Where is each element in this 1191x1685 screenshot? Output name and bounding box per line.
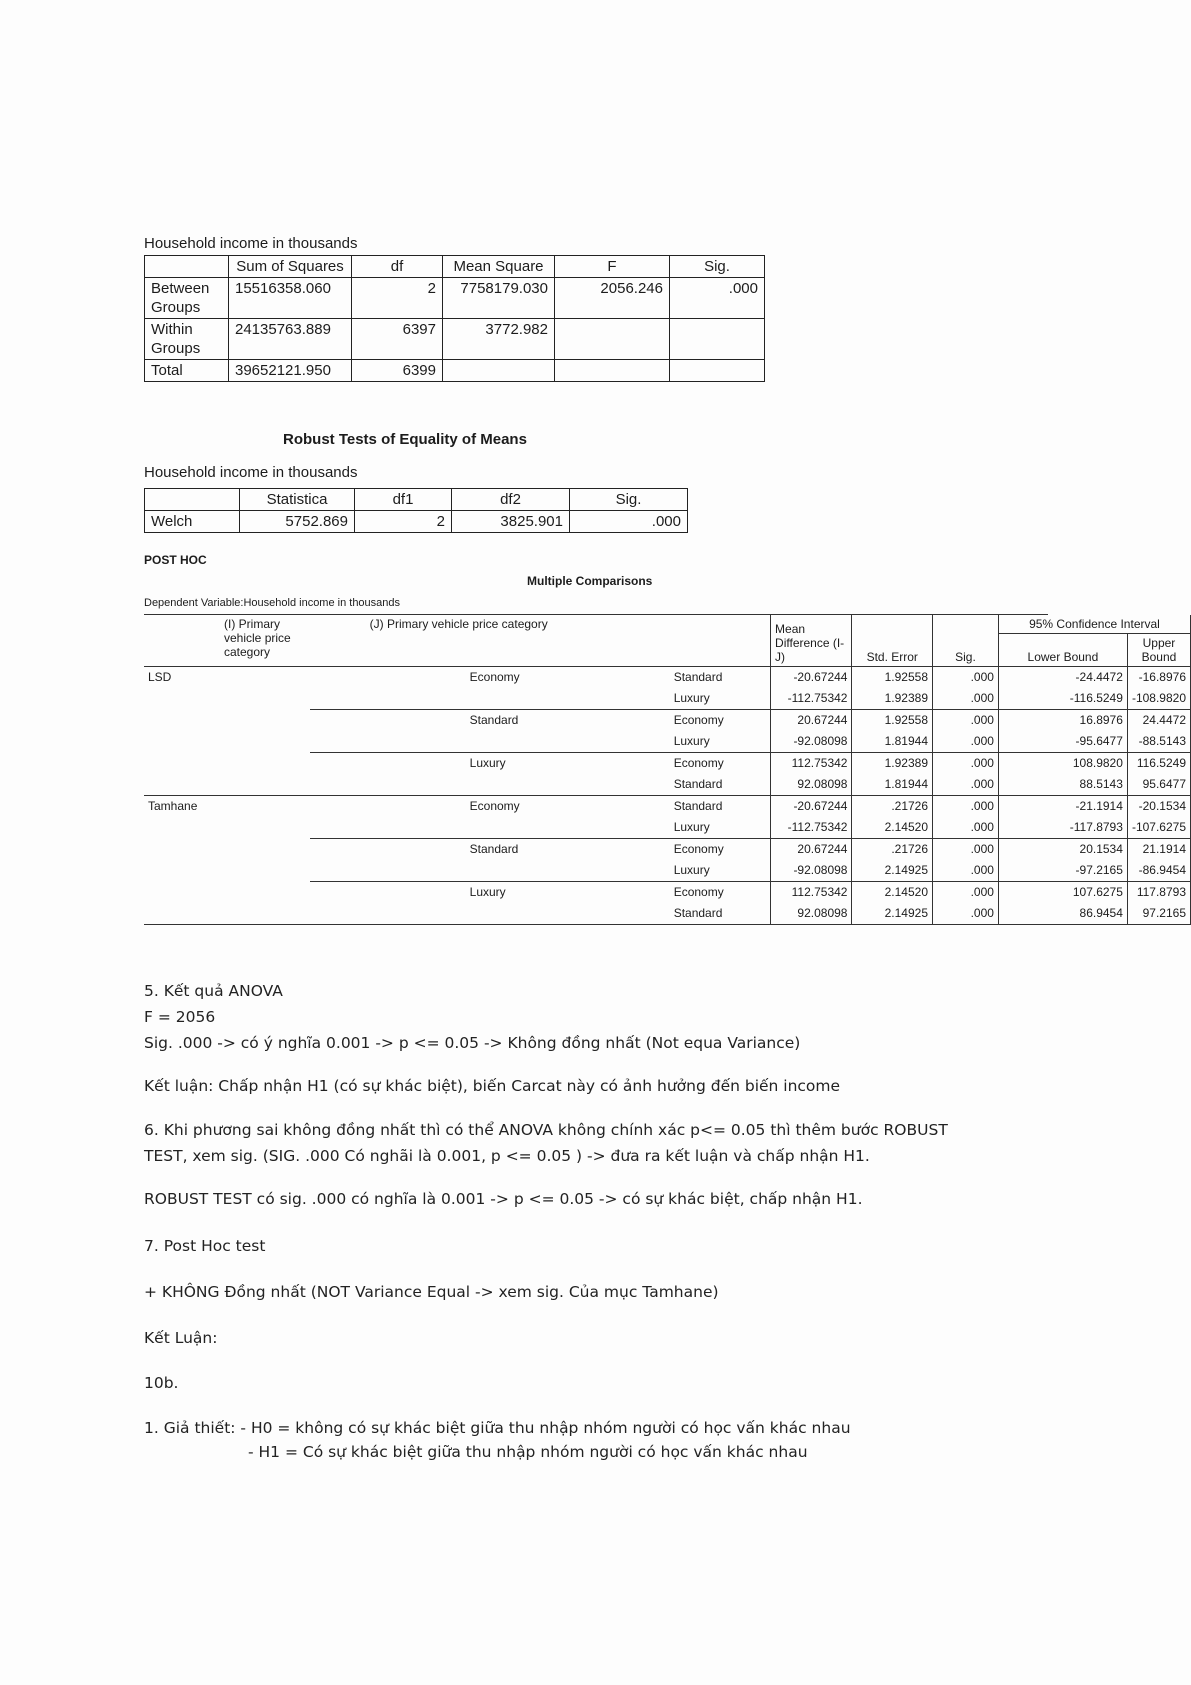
anova-df: 2 xyxy=(352,278,443,319)
multiple-title: Multiple Comparisons xyxy=(527,574,653,588)
anova-header-ms: Mean Square xyxy=(443,256,555,278)
mc-j-category: Economy xyxy=(524,753,771,775)
mc-table-row xyxy=(144,796,1191,818)
mc-header-row-1 xyxy=(144,615,1191,634)
note-s5-sig: Sig. .000 -> có ý nghĩa 0.001 -> p <= 0.05 -> Không đồng nhất (Not equa Variance) xyxy=(144,1034,801,1052)
robust-header-df2: df2 xyxy=(452,489,570,511)
mc-header-ci: 95% Confidence Interval xyxy=(998,615,1190,634)
note-s6-line2: TEST, xem sig. (SIG. .000 Có nghãi là 0.001, p <= 0.05 ) -> đưa ra kết luận và chấp nhận H1. xyxy=(144,1147,870,1165)
mc-j-category: Economy xyxy=(524,839,771,861)
mc-sig: .000 xyxy=(933,839,999,861)
anova-ms: 7758179.030 xyxy=(443,278,555,319)
mc-j-category: Economy xyxy=(524,710,771,732)
mc-header-i: (I) Primary vehicle price category xyxy=(224,617,291,659)
robust-header-sig: Sig. xyxy=(570,489,688,511)
anova-header-blank xyxy=(145,256,229,278)
anova-df: 6397 xyxy=(352,319,443,360)
mc-lower-bound: 16.8976 xyxy=(998,710,1127,732)
anova-caption: Household income in thousands xyxy=(144,235,358,252)
mc-std-error: 1.92389 xyxy=(852,753,933,775)
mc-std-error: 1.92558 xyxy=(852,667,933,689)
mc-std-error: 1.81944 xyxy=(852,731,933,753)
robust-sig: .000 xyxy=(570,511,688,533)
mc-sig: .000 xyxy=(933,753,999,775)
mc-sig: .000 xyxy=(933,688,999,710)
mc-method xyxy=(144,882,310,904)
mc-sig: .000 xyxy=(933,817,999,839)
robust-row-label: Welch xyxy=(145,511,240,533)
mc-header-lower: Lower Bound xyxy=(998,634,1127,667)
mc-header-std-error: Std. Error xyxy=(852,615,933,667)
mc-upper-bound: 95.6477 xyxy=(1127,774,1190,796)
mc-table-row xyxy=(144,839,1191,861)
robust-title: Robust Tests of Equality of Means xyxy=(283,431,527,448)
note-s6-line1: 6. Khi phương sai không đồng nhất thì có thể ANOVA không chính xác p<= 0.05 thì thêm bước ROBUST xyxy=(144,1121,948,1139)
mc-lower-bound: -116.5249 xyxy=(998,688,1127,710)
anova-header-ss: Sum of Squares xyxy=(229,256,352,278)
mc-upper-bound: 21.1914 xyxy=(1127,839,1190,861)
note-robust: ROBUST TEST có sig. .000 có nghĩa là 0.001 -> p <= 0.05 -> có sự khác biệt, chấp nhận H1. xyxy=(144,1190,863,1208)
mc-method xyxy=(144,710,310,732)
robust-header-df1: df1 xyxy=(355,489,452,511)
mc-mean-diff: 112.75342 xyxy=(771,882,852,904)
note-s5-f: F = 2056 xyxy=(144,1008,216,1026)
mc-upper-bound: -16.8976 xyxy=(1127,667,1190,689)
anova-row-within xyxy=(145,319,765,360)
mc-table-row xyxy=(144,731,1191,753)
mc-mean-diff: -112.75342 xyxy=(771,688,852,710)
mc-upper-bound: 117.8793 xyxy=(1127,882,1190,904)
anova-f xyxy=(555,319,670,360)
mc-i-category: Economy xyxy=(310,667,524,689)
anova-row-label: Between Groups xyxy=(145,278,229,319)
anova-ss: 39652121.950 xyxy=(229,360,352,382)
note-h0: 1. Giả thiết: - H0 = không có sự khác biệt giữa thu nhập nhóm người có học vấn khác nhau xyxy=(144,1419,851,1437)
mc-std-error: 2.14925 xyxy=(852,860,933,882)
robust-header-stat: Statistica xyxy=(240,489,355,511)
mc-i-category: Luxury xyxy=(310,753,524,775)
multiple-comparisons-table xyxy=(144,615,1191,925)
mc-lower-bound: -21.1914 xyxy=(998,796,1127,818)
anova-ss: 15516358.060 xyxy=(229,278,352,319)
anova-row-total xyxy=(145,360,765,382)
anova-sig: .000 xyxy=(670,278,765,319)
mc-i-category xyxy=(310,731,524,753)
anova-header-f: F xyxy=(555,256,670,278)
mc-sig: .000 xyxy=(933,796,999,818)
mc-i-category: Standard xyxy=(310,710,524,732)
mc-method xyxy=(144,731,310,753)
anova-f: 2056.246 xyxy=(555,278,670,319)
note-s5-title: 5. Kết quả ANOVA xyxy=(144,982,283,1000)
mc-upper-bound: -20.1534 xyxy=(1127,796,1190,818)
mc-std-error: 2.14520 xyxy=(852,817,933,839)
mc-i-category xyxy=(310,903,524,925)
anova-row-between xyxy=(145,278,765,319)
mc-i-category: Economy xyxy=(310,796,524,818)
mc-std-error: .21726 xyxy=(852,839,933,861)
mc-j-category: Luxury xyxy=(673,691,710,705)
mc-sig: .000 xyxy=(933,667,999,689)
anova-header-df: df xyxy=(352,256,443,278)
mc-upper-bound: 116.5249 xyxy=(1127,753,1190,775)
note-s7-line: + KHÔNG Đồng nhất (NOT Variance Equal -> xem sig. Của mục Tamhane) xyxy=(144,1283,719,1301)
mc-std-error: 1.92558 xyxy=(852,710,933,732)
mc-lower-bound: 86.9454 xyxy=(998,903,1127,925)
mc-table-row xyxy=(144,753,1191,775)
mc-header-sig: Sig. xyxy=(933,615,999,667)
robust-header-blank xyxy=(145,489,240,511)
mc-upper-bound: -108.9820 xyxy=(1127,688,1190,710)
anova-header-sig: Sig. xyxy=(670,256,765,278)
mc-upper-bound: -107.6275 xyxy=(1127,817,1190,839)
mc-j-category: Standard xyxy=(673,906,723,920)
mc-mean-diff: 92.08098 xyxy=(771,903,852,925)
mc-lower-bound: -117.8793 xyxy=(998,817,1127,839)
mc-j-category: Luxury xyxy=(673,820,710,834)
mc-std-error: 1.81944 xyxy=(852,774,933,796)
anova-sig xyxy=(670,360,765,382)
mc-mean-diff: -20.67244 xyxy=(771,796,852,818)
anova-header-row xyxy=(145,256,765,278)
mc-j-category: Luxury xyxy=(673,734,710,748)
mc-header-upper: Upper Bound xyxy=(1127,634,1190,667)
anova-table xyxy=(144,255,765,382)
mc-sig: .000 xyxy=(933,774,999,796)
note-10b: 10b. xyxy=(144,1374,179,1392)
mc-sig: .000 xyxy=(933,903,999,925)
mc-lower-bound: 20.1534 xyxy=(998,839,1127,861)
note-conclusion-label: Kết Luận: xyxy=(144,1329,218,1347)
anova-row-label: Total xyxy=(145,360,229,382)
mc-i-category xyxy=(310,774,524,796)
mc-mean-diff: -20.67244 xyxy=(771,667,852,689)
anova-ms xyxy=(443,360,555,382)
mc-method xyxy=(144,817,310,839)
mc-method: LSD xyxy=(144,667,310,689)
robust-table xyxy=(144,488,688,533)
mc-mean-diff: -92.08098 xyxy=(771,860,852,882)
mc-mean-diff: 20.67244 xyxy=(771,710,852,732)
mc-mean-diff: -92.08098 xyxy=(771,731,852,753)
mc-table-row xyxy=(144,817,1191,839)
mc-table-row xyxy=(144,774,1191,796)
mc-std-error: .21726 xyxy=(852,796,933,818)
mc-std-error: 2.14925 xyxy=(852,903,933,925)
mc-table-row xyxy=(144,882,1191,904)
robust-caption: Household income in thousands xyxy=(144,464,358,481)
mc-lower-bound: 88.5143 xyxy=(998,774,1127,796)
mc-mean-diff: 92.08098 xyxy=(771,774,852,796)
mc-lower-bound: 107.6275 xyxy=(998,882,1127,904)
mc-mean-diff: -112.75342 xyxy=(771,817,852,839)
anova-ss: 24135763.889 xyxy=(229,319,352,360)
mc-method xyxy=(144,753,310,775)
mc-upper-bound: 24.4472 xyxy=(1127,710,1190,732)
mc-method: Tamhane xyxy=(144,796,310,818)
mc-upper-bound: -88.5143 xyxy=(1127,731,1190,753)
mc-i-category xyxy=(310,817,524,839)
anova-ms: 3772.982 xyxy=(443,319,555,360)
mc-i-category: Standard xyxy=(310,839,524,861)
mc-lower-bound: -95.6477 xyxy=(998,731,1127,753)
mc-j-category: Standard xyxy=(524,667,771,689)
mc-sig: .000 xyxy=(933,860,999,882)
mc-header-mean-diff: Mean Difference (I-J) xyxy=(771,615,852,667)
mc-j-category: Standard xyxy=(673,777,723,791)
mc-table-row xyxy=(144,688,1191,710)
mc-method xyxy=(144,860,310,882)
mc-mean-diff: 20.67244 xyxy=(771,839,852,861)
robust-df1: 2 xyxy=(355,511,452,533)
mc-j-category: Luxury xyxy=(673,863,710,877)
mc-table-row xyxy=(144,667,1191,689)
mc-i-category xyxy=(310,688,524,710)
anova-df: 6399 xyxy=(352,360,443,382)
mc-table-row xyxy=(144,903,1191,925)
dependent-variable: Dependent Variable:Household income in thousands xyxy=(144,597,401,609)
robust-row-welch xyxy=(145,511,688,533)
mc-table-row xyxy=(144,860,1191,882)
mc-table-row xyxy=(144,710,1191,732)
mc-method xyxy=(144,688,310,710)
mc-method xyxy=(144,774,310,796)
mc-i-category: Luxury xyxy=(310,882,524,904)
mc-method xyxy=(144,839,310,861)
mc-upper-bound: 97.2165 xyxy=(1127,903,1190,925)
anova-row-label: Within Groups xyxy=(145,319,229,360)
note-s7-title: 7. Post Hoc test xyxy=(144,1237,266,1255)
mc-std-error: 1.92389 xyxy=(852,688,933,710)
mc-lower-bound: -24.4472 xyxy=(998,667,1127,689)
mc-lower-bound: -97.2165 xyxy=(998,860,1127,882)
note-h1: - H1 = Có sự khác biệt giữa thu nhập nhóm người có học vấn khác nhau xyxy=(248,1443,808,1461)
anova-f xyxy=(555,360,670,382)
mc-j-category: Economy xyxy=(524,882,771,904)
mc-i-category xyxy=(310,860,524,882)
mc-method xyxy=(144,903,310,925)
robust-header-row xyxy=(145,489,688,511)
mc-sig: .000 xyxy=(933,710,999,732)
mc-sig: .000 xyxy=(933,731,999,753)
mc-lower-bound: 108.9820 xyxy=(998,753,1127,775)
mc-mean-diff: 112.75342 xyxy=(771,753,852,775)
robust-df2: 3825.901 xyxy=(452,511,570,533)
robust-stat: 5752.869 xyxy=(240,511,355,533)
mc-j-category: Standard xyxy=(524,796,771,818)
post-hoc-label: POST HOC xyxy=(144,553,207,567)
mc-header-j: (J) Primary vehicle price category xyxy=(369,617,548,631)
note-s5-conclusion: Kết luận: Chấp nhận H1 (có sự khác biệt), biến Carcat này có ảnh hưởng đến biến income xyxy=(144,1077,841,1095)
anova-sig xyxy=(670,319,765,360)
mc-upper-bound: -86.9454 xyxy=(1127,860,1190,882)
mc-std-error: 2.14520 xyxy=(852,882,933,904)
mc-sig: .000 xyxy=(933,882,999,904)
